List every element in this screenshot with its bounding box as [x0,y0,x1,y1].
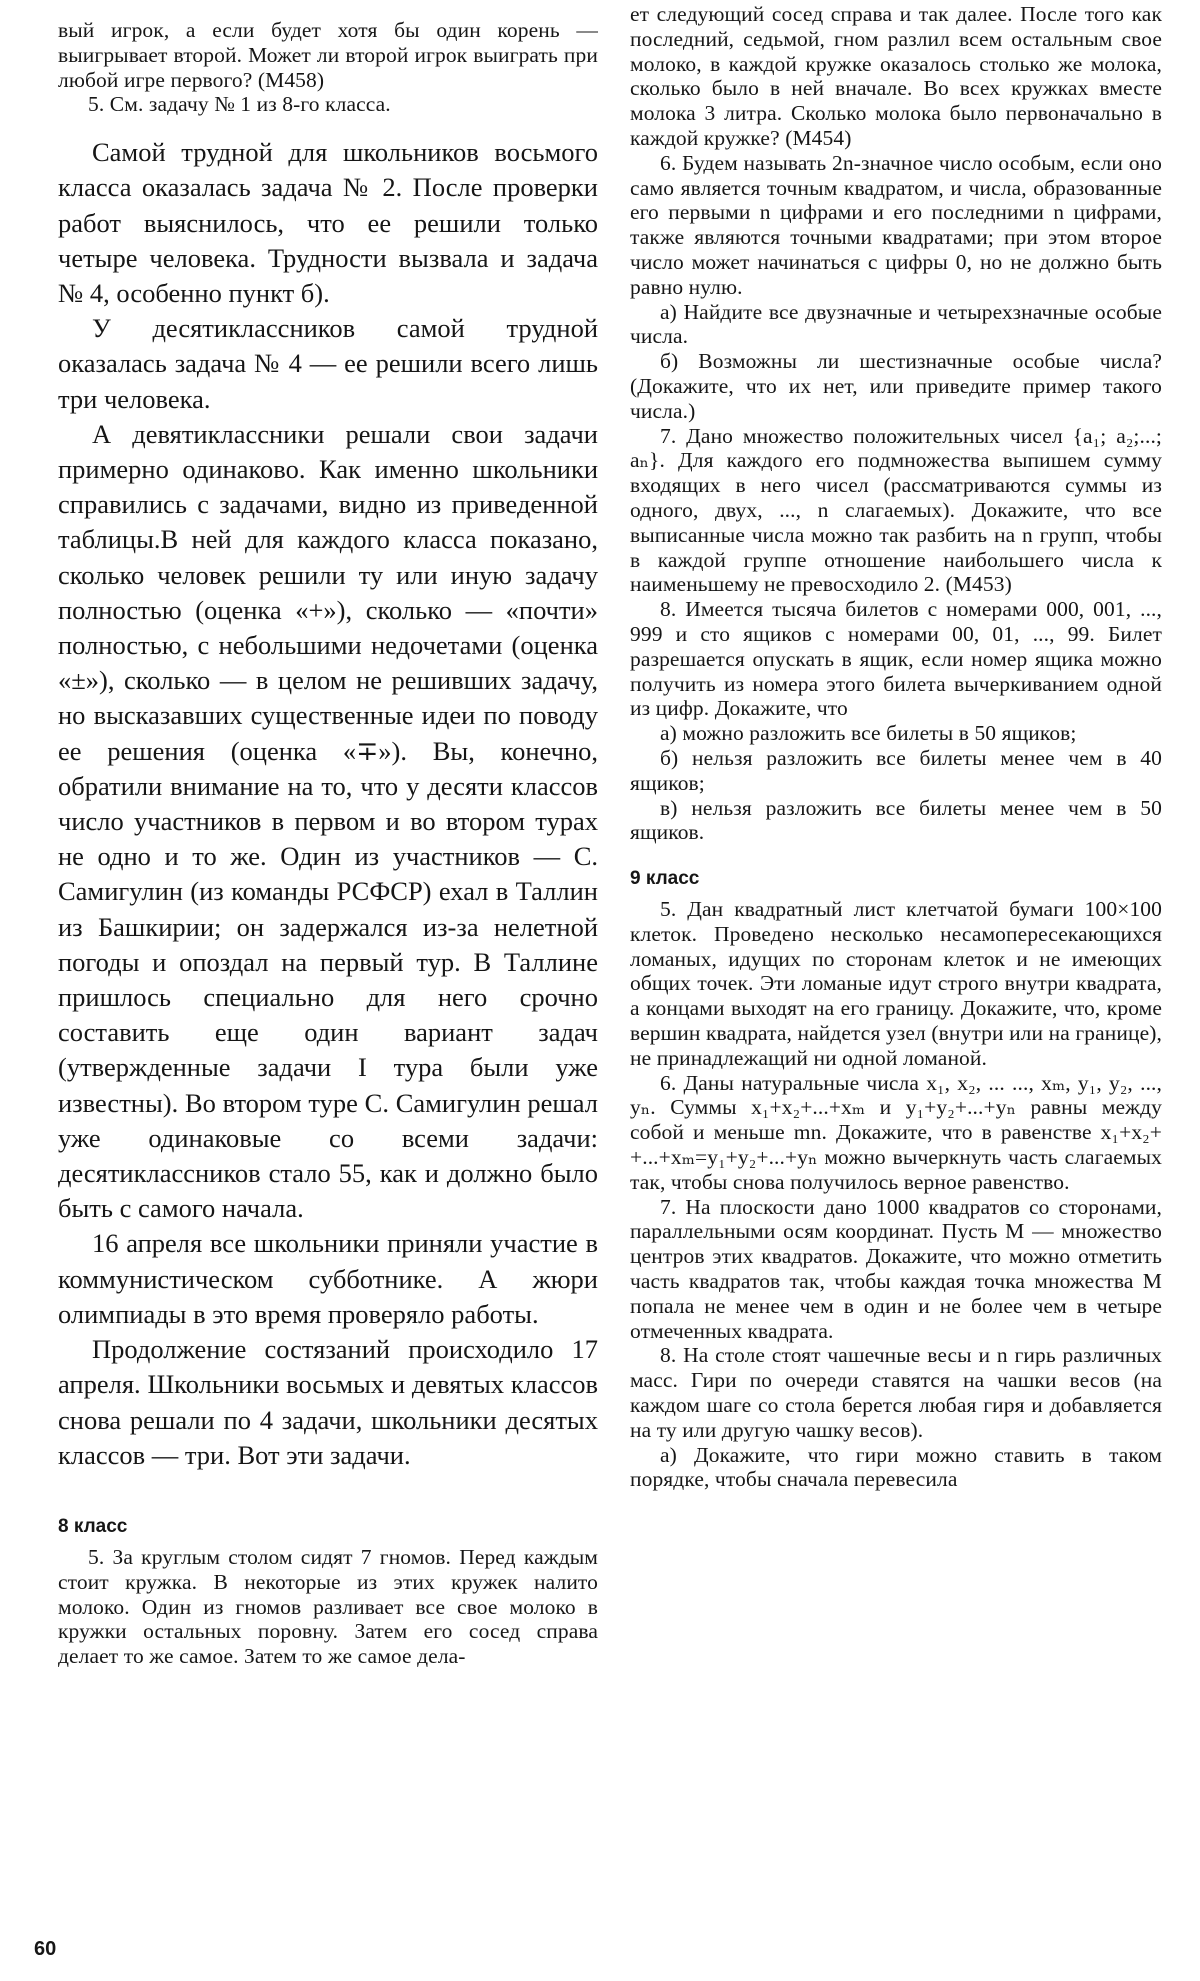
problem-subitem: б) нельзя разложить все билеты менее чем в 40 ящиков; [630,745,1162,795]
continued-problem-text: вый игрок, а если будет хотя бы один корень — выигрывает второй. Может ли второй игрок выиграть при любой игре первого? (М458) [58,18,598,92]
article-paragraph: А девятиклассники решали свои задачи примерно одинаково. Как именно школьники справились с задачами, видно из приведенной таблицы.В ней для каждого класса показано, сколько человек решили ту или иную задачу полностью (оценка «+»), сколько — «почти» полностью, с небольшими недочетами (оценка «±»), сколько — в целом не решивших задачу, но высказавших существенные идеи по поводу ее решения (оценка «∓»). Вы, конечно, обратили внимание на то, что у десяти классов число участников в первом и во втором турах не одно и то же. Один из участников — С. Самигулин (из команды РСФСР) ехал в Таллин из Башкирии; он задержался из-за нелетной погоды и опоздал на первый тур. В Таллине пришлось специально для него срочно составить еще один вариант задач (утвержденные задачи I тура были уже известны). Во втором туре С. Самигулин решал уже одинаковые со всеми задачи: десятиклассников стало 55, как и должно было быть с самого начала. [58,418,598,1224]
section-heading-grade-8: 8 класс [58,1515,128,1537]
problem-text: ет следующий сосед справа и так далее. После того как последний, седьмой, гном разлил всем остальным свое молоко, в каждой кружке оказалось столько же молока, сколько было в ней вначале. Во всех кружках вместе молока 3 литра. Сколько молока было первоначально в каждой кружке? (М454) [630,2,1162,150]
article-paragraph: Продолжение состязаний происходило 17 апреля. Школьники восьмых и девятых классов снова решали по 4 задачи, школьники десятых классов — три. Вот эти задачи. [58,1334,598,1470]
problem-text: 8. Имеется тысяча билетов с номерами 000, 001, ..., 999 и сто ящиков с номерами 00, 01, ..., 99. Билет разрешается опускать в ящик, если номер ящика можно получить из номера этого билета вычеркиванием одной из цифр. Докажите, что [630,597,1162,721]
article-paragraph: У десятиклассников самой трудной оказалась задача № 4 — ее решили всего лишь три человека. [58,313,598,414]
left-column [58,0,598,1669]
article-paragraph: 16 апреля все школьники приняли участие в коммунистическом субботнике. А жюри олимпиады в это время проверяло работы. [58,1228,598,1329]
page-number: 60 [34,1938,57,1960]
problem-text: 5. За круглым столом сидят 7 гномов. Перед каждым стоит кружка. В некоторые из этих кружек налито молоко. Один из гномов разливает все свое молоко в кружки остальных поровну. Затем его сосед справа делает то же самое. Затем то же самое дела- [58,1544,598,1669]
article-paragraph: Самой трудной для школьников восьмого класса оказалась задача № 2. После проверки работ выяснилось, что ее решили только четыре человека. Трудности вызвала и задача № 4, особенно пункт б). [58,137,598,308]
section-heading-grade-9: 9 класс [630,868,700,890]
problem-5-reference: 5. См. задачу № 1 из 8-го класса. [88,92,391,117]
problem-text: 6. Будем называть 2n-значное число особым, если оно само является точным квадратом, и числа, образованные его первыми n цифрами и его последними n цифрами, также являются точными квадратами; при этом второе число может начинаться с цифры 0, но не должно быть равно нулю. [630,150,1162,299]
problem-text: 7. На плоскости дано 1000 квадратов со сторонами, параллельными осям координат. Пусть M — множество центров этих квадратов. Докажите, что можно отметить часть квадратов так, чтобы каждая точка множества M попала не менее чем в один и не более чем в четыре отмеченных квадрата. [630,1194,1162,1343]
problem-text: 6. Даны натуральные числа x₁, x₂, ... ..., xₘ, y₁, y₂, ..., yₙ. Суммы x₁+x₂+...+xₘ и y₁+y₂+...+yₙ равны между собой и меньше mn. Докажите, что в равенстве x₁+x₂+ +...+xₘ=y₁+y₂+...+yₙ можно вычеркнуть часть слагаемых так, чтобы снова получилось верное равенство. [630,1070,1162,1194]
problem-subitem: б) Возможны ли шестизначные особые числа? (Докажите, что их нет, или приведите пример такого числа.) [630,349,1162,423]
problem-subitem: а) Найдите все двузначные и четырехзначные особые числа. [630,299,1162,349]
right-column [630,0,1162,1492]
problem-text: 5. Дан квадратный лист клетчатой бумаги 100×100 клеток. Проведено несколько несамопересекающихся ломаных, идущих по сторонам клеток и не имеющих общих точек. Эти ломаные идут строго внутри квадрата, а концами выходят на его границу. Докажите, что, кроме вершин квадрата, найдется узел (внутри или на границе), не принадлежащий ни одной ломаной. [630,897,1162,1070]
problem-text: 7. Дано множество положительных чисел {a₁; a₂;...; aₙ}. Для каждого его подмножества выпишем сумму входящих в него чисел (рассматриваются суммы из одного, двух, ..., n слагаемых). Докажите, что все выписанные числа можно так разбить на n групп, чтобы в каждой группе отношение наибольшего числа к наименьшему не превосходило 2. (М453) [630,423,1162,597]
problem-subitem: а) Докажите, что гири можно ставить в таком порядке, чтобы сначала перевесила [630,1442,1162,1492]
problem-text: 8. На столе стоят чашечные весы и n гирь различных масс. Гири по очереди ставятся на чашки весов (на каждом шаге со стола берется любая гиря и добавляется на ту или другую чашку весов). [630,1343,1162,1442]
problem-subitem: в) нельзя разложить все билеты менее чем в 50 ящиков. [630,795,1162,845]
problem-subitem: а) можно разложить все билеты в 50 ящиков; [660,721,1077,746]
